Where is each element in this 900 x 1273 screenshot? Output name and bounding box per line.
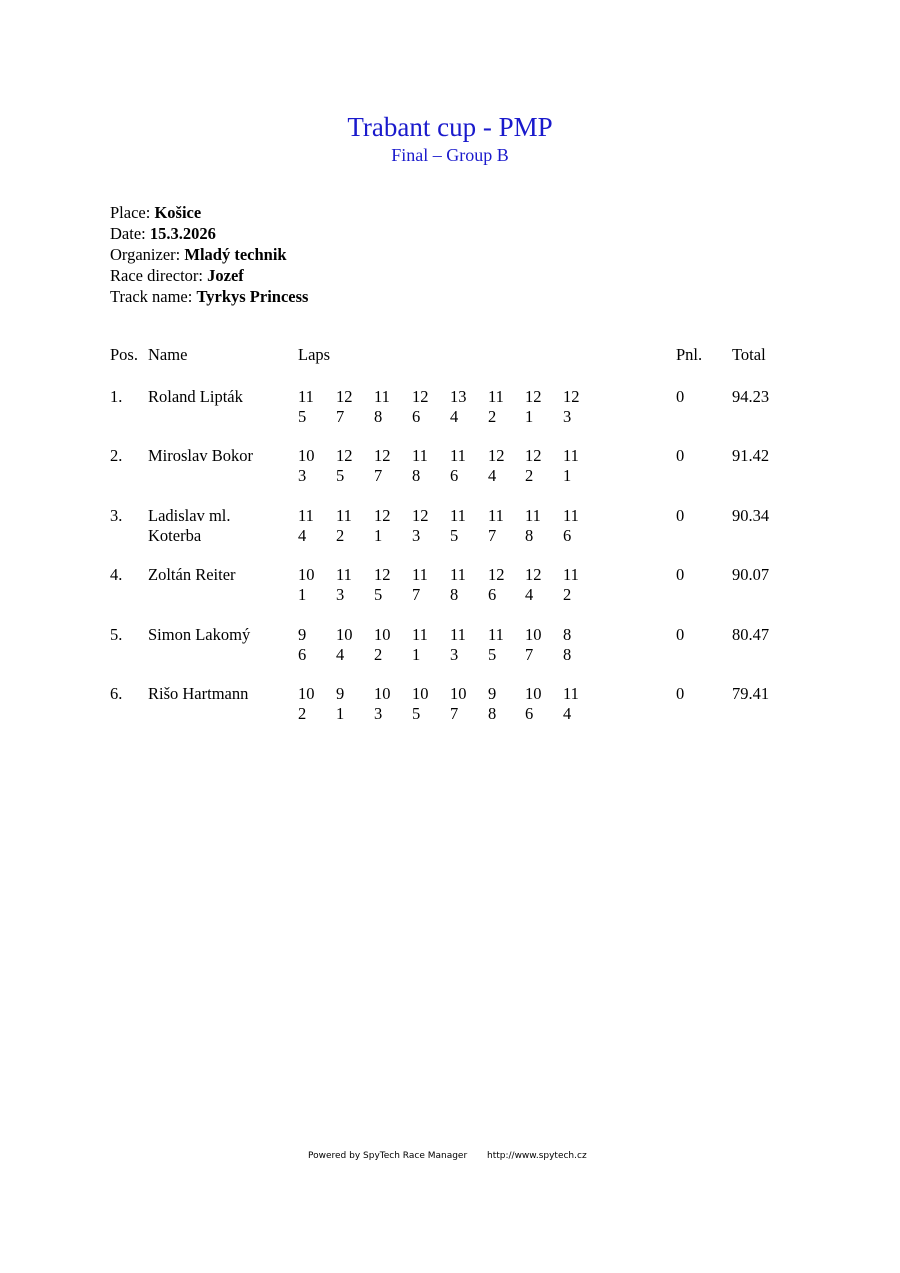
lap-count: 12 (563, 387, 580, 406)
lane-number: 7 (450, 704, 459, 723)
result-position: 6. (110, 684, 123, 703)
column-header-laps: Laps (298, 345, 331, 364)
lane-number: 8 (412, 466, 421, 485)
lane-number: 7 (336, 407, 345, 426)
column-header-pnl: Pnl. (676, 345, 703, 364)
lap-count: 10 (298, 446, 315, 465)
lap-count: 12 (412, 387, 429, 406)
lap-count: 11 (525, 506, 541, 525)
result-position: 4. (110, 565, 123, 584)
lap-count: 12 (336, 446, 353, 465)
lane-number: 7 (374, 466, 383, 485)
lap-count: 9 (336, 684, 345, 703)
lane-number: 3 (450, 645, 459, 664)
track-value: Tyrkys Princess (196, 287, 309, 306)
total-value: 90.07 (732, 565, 770, 584)
lap-count: 11 (298, 506, 314, 525)
lap-count: 11 (298, 387, 314, 406)
lap-count: 11 (563, 684, 579, 703)
lap-count: 12 (488, 565, 505, 584)
footer-powered-by: Powered by SpyTech Race Manager (308, 1151, 468, 1161)
lane-number: 6 (563, 526, 572, 545)
driver-name: Zoltán Reiter (148, 565, 236, 584)
lane-number: 1 (525, 407, 534, 426)
lane-number: 8 (488, 704, 497, 723)
lap-count: 10 (525, 625, 542, 644)
date-label: Date: (110, 224, 146, 243)
lane-number: 1 (374, 526, 383, 545)
lap-count: 10 (336, 625, 353, 644)
lane-number: 7 (525, 645, 534, 664)
director-label: Race director: (110, 266, 203, 285)
lane-number: 3 (336, 585, 345, 604)
lane-number: 5 (374, 585, 383, 604)
penalty-value: 0 (676, 387, 685, 406)
lane-number: 2 (336, 526, 345, 545)
page-title: Trabant cup - PMP (347, 112, 553, 142)
lane-number: 3 (374, 704, 383, 723)
lane-number: 1 (336, 704, 345, 723)
lane-number: 7 (412, 585, 421, 604)
lane-number: 2 (374, 645, 383, 664)
lap-count: 12 (374, 565, 391, 584)
lap-count: 11 (488, 506, 504, 525)
footer-url-link[interactable]: http://www.spytech.cz (487, 1151, 587, 1161)
total-value: 79.41 (732, 684, 770, 703)
driver-name: Simon Lakomý (148, 625, 251, 644)
column-header-total: Total (732, 345, 766, 364)
penalty-value: 0 (676, 625, 685, 644)
lap-count: 12 (525, 565, 542, 584)
lap-count: 11 (412, 565, 428, 584)
lane-number: 3 (412, 526, 421, 545)
lap-count: 11 (412, 446, 428, 465)
lap-count: 8 (563, 625, 572, 644)
column-header-pos: Pos. (110, 345, 138, 364)
result-position: 2. (110, 446, 123, 465)
total-value: 90.34 (732, 506, 770, 525)
penalty-value: 0 (676, 446, 685, 465)
date-value: 15.3.2026 (149, 224, 216, 243)
lane-number: 5 (336, 466, 345, 485)
lane-number: 4 (563, 704, 572, 723)
lap-count: 11 (374, 387, 390, 406)
lap-count: 10 (412, 684, 429, 703)
lap-count: 11 (563, 565, 579, 584)
lane-number: 5 (298, 407, 307, 426)
lane-number: 8 (525, 526, 534, 545)
result-position: 3. (110, 506, 123, 525)
lane-number: 6 (450, 466, 459, 485)
lap-count: 11 (450, 446, 466, 465)
lane-number: 8 (374, 407, 383, 426)
director-value: Jozef (207, 266, 244, 285)
lane-number: 2 (488, 407, 497, 426)
driver-name: Miroslav Bokor (148, 446, 253, 465)
lap-count: 10 (374, 684, 391, 703)
lap-count: 11 (450, 506, 466, 525)
result-position: 5. (110, 625, 123, 644)
driver-name: Rišo Hartmann (148, 684, 249, 703)
lap-count: 11 (450, 625, 466, 644)
lap-count: 12 (488, 446, 505, 465)
lane-number: 7 (488, 526, 497, 545)
lap-count: 10 (525, 684, 542, 703)
lap-count: 12 (336, 387, 353, 406)
lap-count: 10 (450, 684, 467, 703)
lap-count: 11 (450, 565, 466, 584)
lap-count: 11 (412, 625, 428, 644)
lap-count: 11 (336, 565, 352, 584)
lap-count: 12 (525, 387, 542, 406)
lane-number: 4 (298, 526, 307, 545)
total-value: 94.23 (732, 387, 770, 406)
lane-number: 5 (488, 645, 497, 664)
penalty-value: 0 (676, 565, 685, 584)
lane-number: 4 (450, 407, 459, 426)
lane-number: 6 (412, 407, 421, 426)
total-value: 80.47 (732, 625, 770, 644)
page-subtitle: Final – Group B (391, 145, 509, 165)
lane-number: 1 (563, 466, 572, 485)
lane-number: 8 (450, 585, 459, 604)
total-value: 91.42 (732, 446, 770, 465)
track-label: Track name: (110, 287, 193, 306)
lane-number: 4 (488, 466, 497, 485)
lap-count: 9 (298, 625, 307, 644)
lane-number: 4 (525, 585, 534, 604)
organizer-value: Mladý technik (184, 245, 287, 264)
lane-number: 5 (412, 704, 421, 723)
penalty-value: 0 (676, 684, 685, 703)
lap-count: 12 (525, 446, 542, 465)
column-header-name: Name (148, 345, 188, 364)
driver-name: Ladislav ml. (148, 506, 231, 525)
lap-count: 11 (488, 625, 504, 644)
lane-number: 2 (298, 704, 307, 723)
lap-count: 10 (298, 684, 315, 703)
lane-number: 8 (563, 645, 572, 664)
lane-number: 6 (488, 585, 497, 604)
result-position: 1. (110, 387, 123, 406)
lane-number: 5 (450, 526, 459, 545)
lane-number: 1 (298, 585, 307, 604)
lane-number: 3 (563, 407, 572, 426)
lap-count: 11 (563, 506, 579, 525)
organizer-label: Organizer: (110, 245, 181, 264)
lap-count: 13 (450, 387, 467, 406)
lane-number: 1 (412, 645, 421, 664)
place-value: Košice (154, 203, 202, 222)
lap-count: 12 (374, 506, 391, 525)
lane-number: 2 (525, 466, 534, 485)
lane-number: 2 (563, 585, 572, 604)
penalty-value: 0 (676, 506, 685, 525)
lap-count: 11 (488, 387, 504, 406)
driver-name: Koterba (148, 526, 202, 545)
lane-number: 6 (298, 645, 307, 664)
lap-count: 12 (412, 506, 429, 525)
lane-number: 6 (525, 704, 534, 723)
lane-number: 3 (298, 466, 307, 485)
lap-count: 11 (336, 506, 352, 525)
lap-count: 10 (374, 625, 391, 644)
lap-count: 12 (374, 446, 391, 465)
lap-count: 9 (488, 684, 497, 703)
driver-name: Roland Lipták (148, 387, 243, 406)
place-label: Place: (110, 203, 151, 222)
lap-count: 11 (563, 446, 579, 465)
lane-number: 4 (336, 645, 345, 664)
lap-count: 10 (298, 565, 315, 584)
